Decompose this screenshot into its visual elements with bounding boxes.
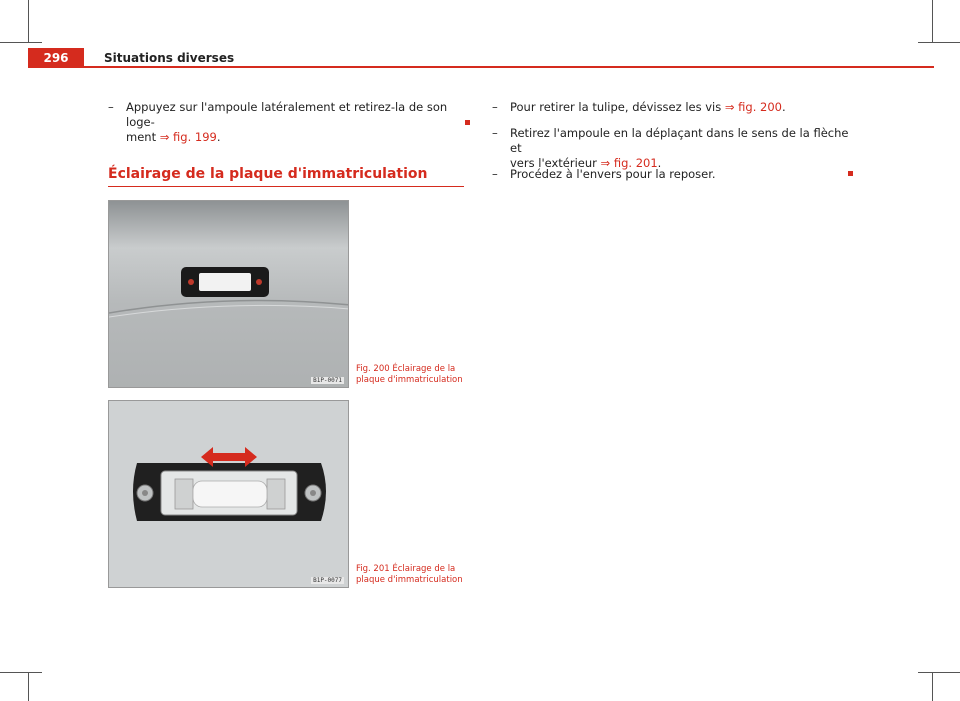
figure-200-image [108,200,349,388]
header-rule [84,66,934,68]
crop-mark-icon [932,0,933,42]
crop-mark-icon [918,672,960,673]
caption-line: plaque d'immatriculation [356,375,463,385]
page-number: 296 [28,48,84,68]
section-heading: Éclairage de la plaque d'immatriculation [108,166,428,182]
instruction-text-line1: Retirez l'ampoule en la déplaçant dans le sens de la flèche et [510,126,849,155]
instruction-text-line2: vers l'extérieur [510,156,601,170]
crop-mark-icon [918,42,960,43]
list-dash: – [492,167,498,181]
figure-200-caption [356,364,466,386]
crop-mark-icon [932,672,933,701]
list-dash: – [492,126,498,140]
punctuation: . [657,156,662,170]
figure-link[interactable]: ⇒ fig. 200 [724,100,782,114]
instruction-text [492,167,852,182]
instruction-item [492,126,852,171]
instruction-item [108,100,468,145]
list-dash: – [492,100,498,114]
instruction-text-line1: Pour retirer la tulipe, dévissez les vis [510,100,725,114]
instruction-text-line1: Appuyez sur l'ampoule latéralement et retirez-la de son loge- [126,100,448,129]
crop-mark-icon [0,672,42,673]
figure-code: B1P-0077 [313,577,342,584]
punctuation: . [782,100,786,114]
crop-mark-icon [28,672,29,701]
caption-line: Fig. 200 Éclairage de la [356,364,456,374]
instruction-text-line1: Procédez à l'envers pour la reposer. [510,167,716,181]
heading-rule [108,186,464,187]
list-dash: – [108,100,114,114]
figure-201-caption [356,564,466,586]
figure-201-image [108,400,349,588]
caption-line: Fig. 201 Éclairage de la [356,564,456,574]
punctuation: . [216,130,221,144]
instruction-item [492,167,852,182]
crop-mark-icon [0,42,42,43]
caption-line: plaque d'immatriculation [356,575,463,585]
crop-mark-icon [28,0,29,42]
figure-link[interactable]: ⇒ fig. 199 [159,130,217,144]
instruction-text [492,100,852,115]
end-of-section-marker-icon [848,171,853,176]
instruction-text-line2: ment [126,130,160,144]
instruction-text [492,126,852,171]
end-of-section-marker-icon [465,120,470,125]
instruction-text [108,100,468,145]
figure-link[interactable]: ⇒ fig. 201 [600,156,658,170]
figure-code: B1P-0071 [313,377,342,384]
instruction-item [492,100,852,115]
section-title: Situations diverses [104,51,235,65]
